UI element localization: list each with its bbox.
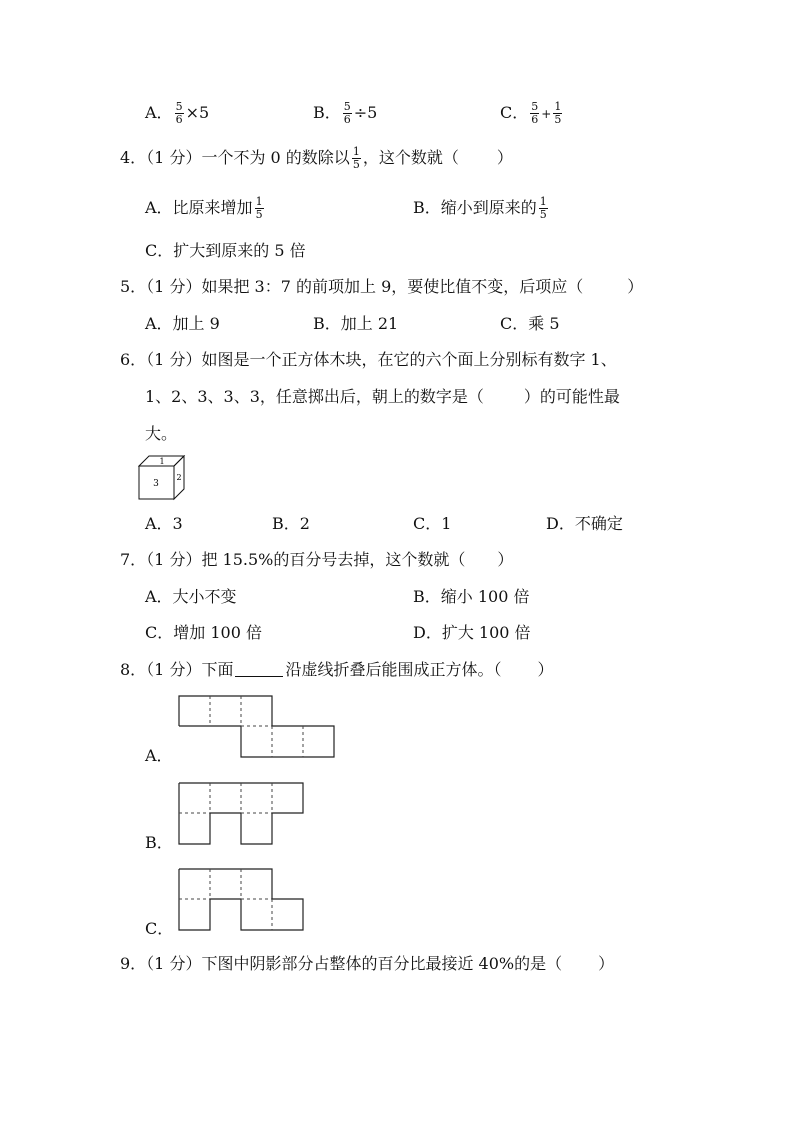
- q6-stem-line3: 大。: [145, 424, 178, 443]
- q3-option-a-fraction: $\frac{5}{6}$: [175, 100, 183, 126]
- cube-top-label: 1: [159, 457, 165, 466]
- q8-option-c-label[interactable]: C．: [145, 919, 174, 938]
- q9-stem: 9．（1 分）下图中阴影部分占整体的百分比最接近 40%的是（ ）: [120, 954, 615, 973]
- q8-option-b-label[interactable]: B．: [145, 833, 173, 852]
- cube-front-label: 3: [153, 479, 159, 489]
- q7-option-c[interactable]: C．增加 100 倍: [145, 623, 262, 642]
- q3-option-a[interactable]: A． $\frac{5}{6}$ ×5: [145, 100, 210, 126]
- q3-option-b-fraction: $\frac{5}{6}$: [343, 100, 351, 126]
- q8-answer-blank: [235, 660, 283, 677]
- q4-option-b[interactable]: B．缩小到原来的 $\frac{1}{5}$: [413, 195, 547, 221]
- q6-stem-line2: 1、2、3、3、3，任意掷出后，朝上的数字是（ ）的可能性最: [145, 387, 620, 406]
- q6-stem-line1: 6．（1 分）如图是一个正方体木块，在它的六个面上分别标有数字 1、: [120, 350, 617, 369]
- cube-side-label: 2: [176, 473, 182, 482]
- q8-net-c[interactable]: [176, 866, 306, 932]
- q7-option-b[interactable]: B．缩小 100 倍: [413, 587, 530, 606]
- q6-option-a[interactable]: A．3: [145, 514, 183, 533]
- q4-option-a[interactable]: A．比原来增加 $\frac{1}{5}$: [145, 195, 263, 221]
- q8-stem: 8．（1 分）下面 沿虚线折叠后能围成正方体。（ ）: [120, 660, 554, 679]
- q5-option-b[interactable]: B．加上 21: [313, 314, 399, 333]
- q6-option-c[interactable]: C．1: [413, 514, 452, 533]
- q6-option-b[interactable]: B．2: [272, 514, 310, 533]
- q8-net-a[interactable]: [176, 693, 336, 759]
- q4-option-c[interactable]: C．扩大到原来的 5 倍: [145, 241, 306, 260]
- q7-option-d[interactable]: D．扩大 100 倍: [413, 623, 531, 642]
- q5-option-c[interactable]: C．乘 5: [500, 314, 560, 333]
- q6-cube-figure: [138, 455, 188, 501]
- q4-stem: 4．（1 分）一个不为 0 的数除以 $\frac{1}{5}$ ，这个数就（ ）: [120, 145, 513, 171]
- q5-option-a[interactable]: A．加上 9: [145, 314, 220, 333]
- q3-option-c[interactable]: C． $\frac{5}{6}$ + $\frac{1}{5}$: [500, 100, 562, 126]
- q7-stem: 7．（1 分）把 15.5%的百分号去掉，这个数就（ ）: [120, 550, 514, 569]
- q8-option-a-label[interactable]: A．: [145, 746, 173, 765]
- q6-option-d[interactable]: D．不确定: [546, 514, 623, 533]
- q5-stem: 5．（1 分）如果把 3：7 的前项加上 9，要使比值不变，后项应（ ）: [120, 277, 644, 296]
- q3-option-b[interactable]: B． $\frac{5}{6}$ ÷5: [313, 100, 378, 126]
- q8-net-b[interactable]: [176, 780, 306, 846]
- q7-option-a[interactable]: A．大小不变: [145, 587, 237, 606]
